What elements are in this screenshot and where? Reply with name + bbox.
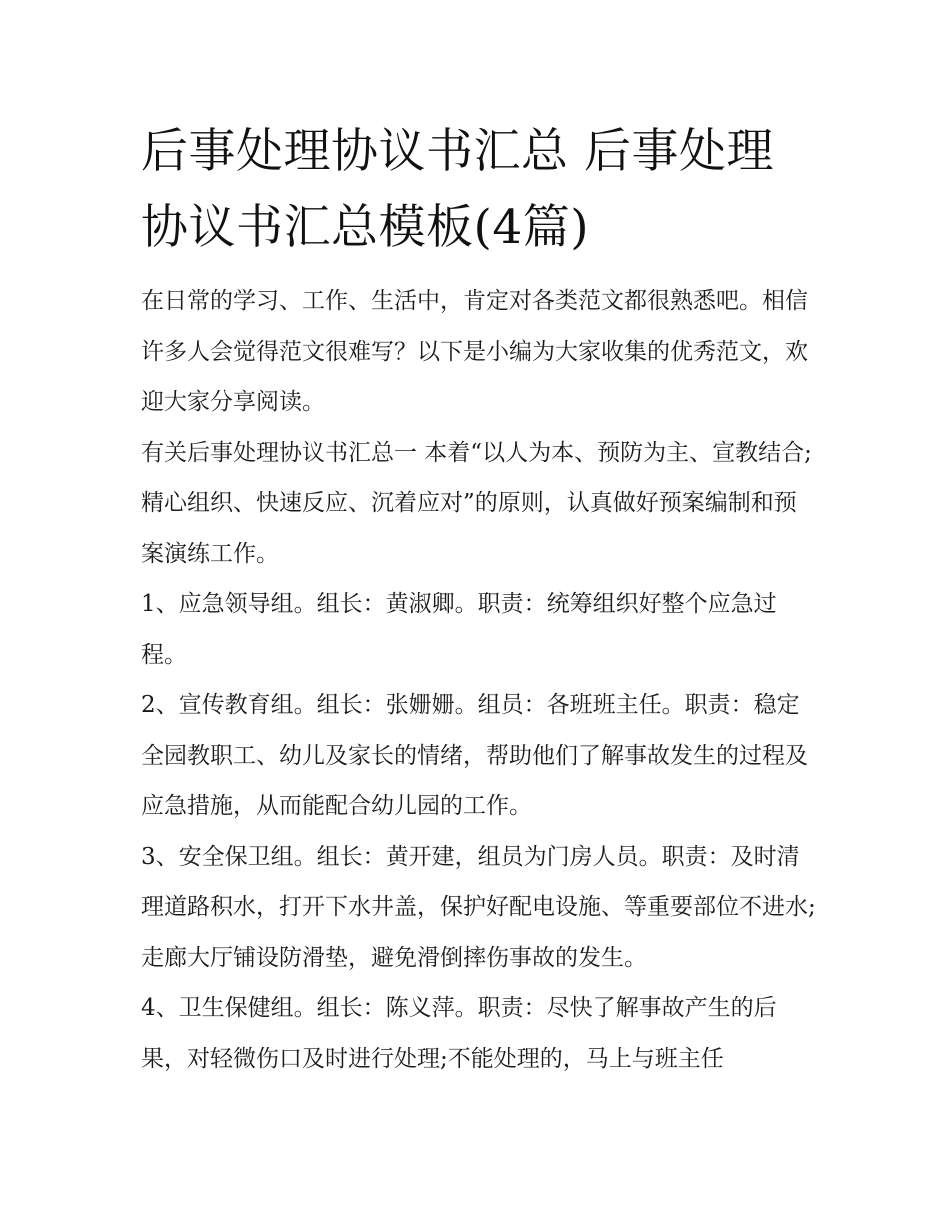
- security-group-paragraph: 3、安全保卫组。组长：黄开建，组员为门房人员。职责：及时清理道路积水，打开下水井盖，保护好配电设施、等重要部位不进水;走廊大厅铺设防滑垫，避免滑倒摔伤事故的发生。: [141, 843, 816, 971]
- intro-paragraph: 在日常的学习、工作、生活中，肯定对各类范文都很熟悉吧。相信许多人会觉得范文很难写？以下是小编为大家收集的优秀范文，欢迎大家分享阅读。: [141, 288, 808, 415]
- publicity-group-paragraph: 2、宣传教育组。组长：张姗姗。组员：各班班主任。职责：稳定全园教职工、幼儿及家长的情绪，帮助他们了解事故发生的过程及应急措施，从而能配合幼儿园的工作。: [141, 692, 808, 819]
- health-group-paragraph: 4、卫生保健组。组长：陈义萍。职责：尽快了解事故产生的后果，对轻微伤口及时进行处理;不能处理的，马上与班主任: [141, 995, 777, 1072]
- document-body: [141, 276, 816, 1084]
- leadership-group-paragraph: 1、应急领导组。组长：黄淑卿。职责：统筹组织好整个应急过程。: [141, 591, 777, 668]
- principle-paragraph: 有关后事处理协议书汇总一 本着“以人为本、预防为主、宣教结合;精心组织、快速反应、沉着应对”的原则，认真做好预案编制和预案演练工作。: [141, 439, 812, 567]
- document-title: 后事处理协议书汇总 后事处理协议书汇总模板(4篇): [141, 124, 774, 255]
